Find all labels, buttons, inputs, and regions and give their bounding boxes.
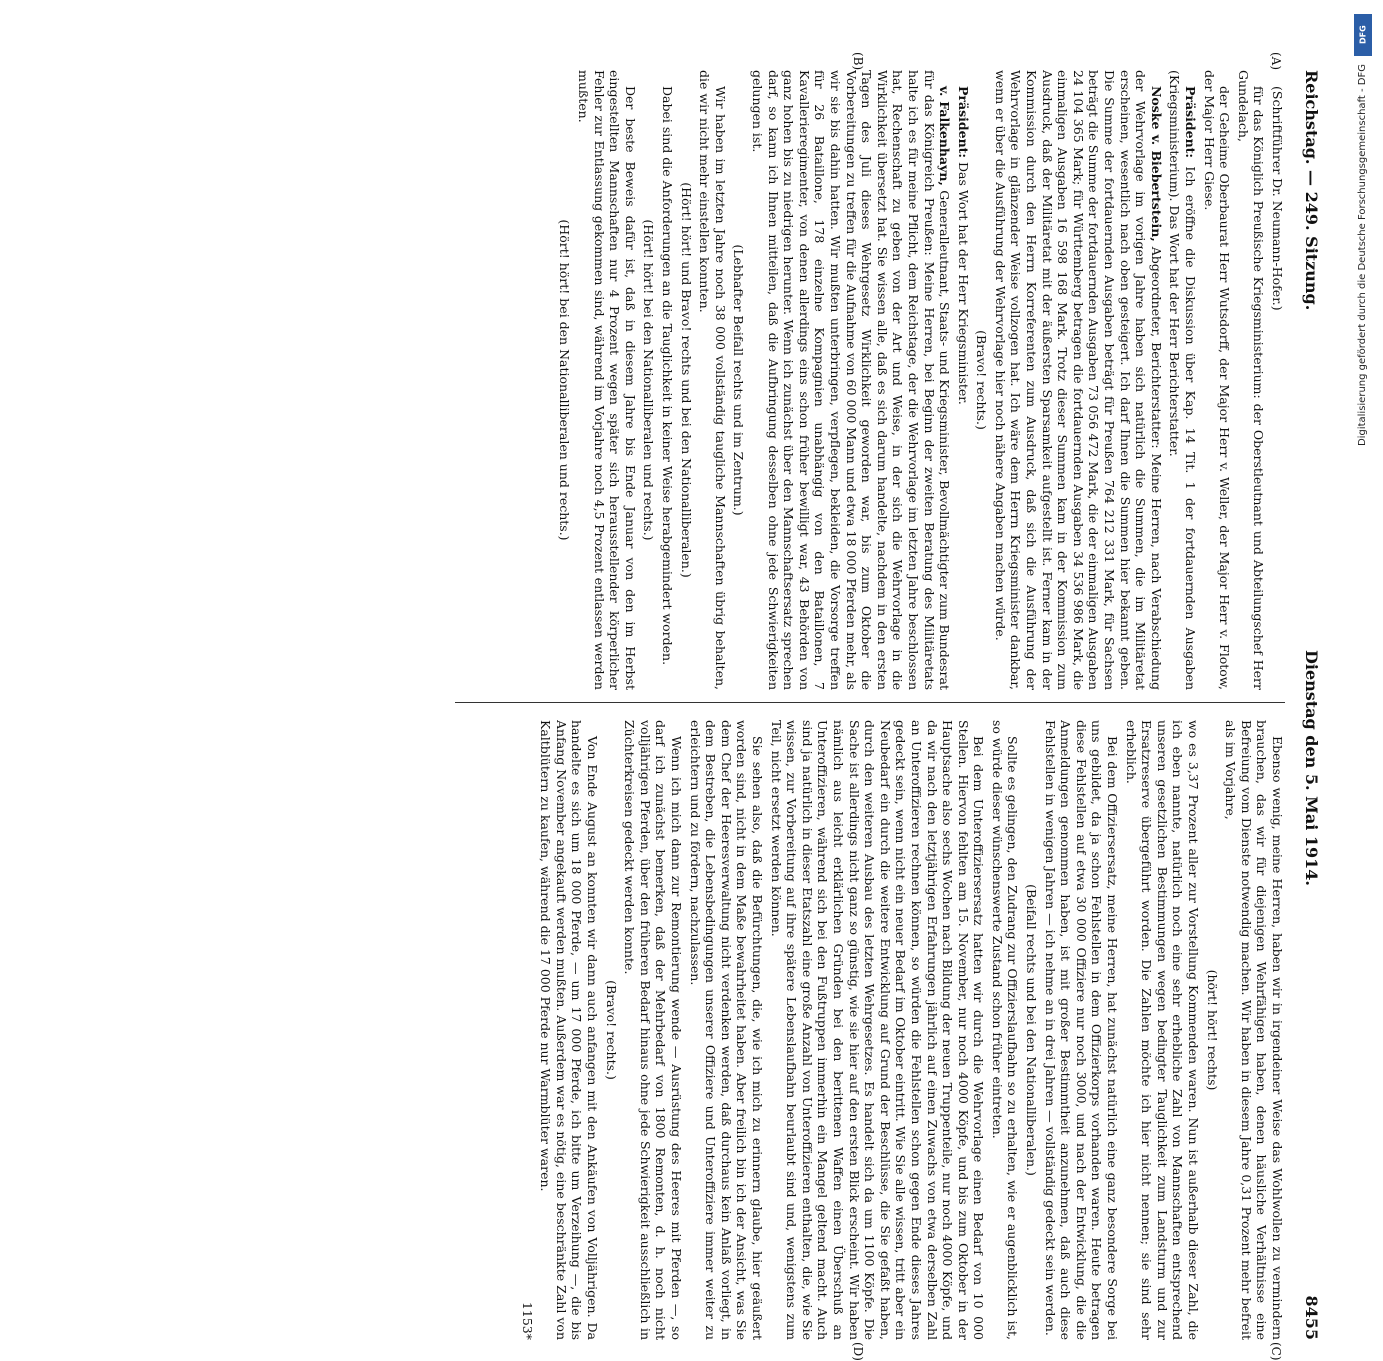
interjection: (Bravo! rechts.) (603, 980, 619, 1080)
left-column (455, 70, 1285, 690)
speech-text: Generalleutnant, Staats- und Kriegsminister, Bevollmächtigter zum Bundesrat für das Königreich Preußen: Meine Herren, bei Beginn der zweiten Beratung des Militäretats halte ich es für meine Pflicht, dem Reichstage, der die Wehrvorlage im letzten Jahre beschlossen hat, Rechenschaft zu geben von der Art und Weise, in der sich die Wehrvorlage in die Wirklichkeit übersetzt hat. Sie wissen alle, daß es sich darum handelte, nachdem in den ersten Tagen des Juli dieses Wehrgesetz Wirklichkeit geworden war, bis zum Oktober die Vorbereitungen zu treffen für die Aufnahme von 60 000 Mann und etwa 18 000 Pferden mehr, als wir sie bis dahin hatten. Wir mußten unterbringen, verpflegen, bekleiden, die Vorsorge treffen für 26 Bataillone, 178 einzelne Kompagnien unabhängig von den Bataillonen, 7 Kavallerieregimenter, von denen allerdings eins schon früher bewilligt war, 43 Behörden von ganz hohen bis zu niedrigen herunter. Wenn ich zunächst über den Mannschaftsersatz sprechen darf, so kann ich Ihnen mitteilen, daß die Aufbringung desselben ohne jede Schwierigkeiten gelungen ist. (750, 70, 953, 690)
paragraph: Bei dem Offiziersersatz, meine Herren, hat zunächst natürlich eine ganz besondere Sorge bei uns gebildet, da ja schon Fehlstellen in dem Offizierkorps vorhanden waren. Heute betragen diese Fehlstellen auf etwa 30 000 Offiziere nur noch 3000, und nach der Entwicklung, die die Anmeldungen genommen haben, ist mit großer Bestimmtheit anzunehmen, daß auch diese Fehlstellen in wenigen Jahren — ich nehme an in drei Jahren — vollständig gedeckt sein werden. (1042, 720, 1121, 1340)
interjection: (Hört! hört! bei den Nationalliberalen und rechts.) (641, 219, 657, 541)
paragraph: wo es 3,37 Prozent aller zur Vorstellung Kommenden waren. Nun ist außerhalb dieser Zahl, die ich eben nannte, natürlich noch eine sehr erhebliche Zahl von Mannschaften entsprechend unseren gesetzlichen Bestimmungen wegen bedingter Tauglichkeit zum Landsturm und zur Ersatzreserve übergeführt worden. Die Zahlen möchte ich hier nicht nennen; sie sind sehr erheblich. (1123, 720, 1202, 1340)
paragraph: Wir haben im letzten Jahre noch 38 000 vollständig taugliche Mannschaften übrig behalten, die wir nicht mehr einstellen konnten. (697, 70, 728, 690)
paragraph (749, 70, 952, 690)
paragraph (955, 70, 971, 690)
speaker-name: Präsident: (1183, 86, 1199, 159)
right-column (455, 720, 1285, 1340)
header-date: Dienstag den 5. Mai 1914. (1302, 650, 1321, 886)
speaker-name: Präsident: (955, 86, 971, 159)
paragraph: Sie sehen also, daß die Befürchtungen, die, wie ich mich zu erinnern glaube, hier geäußert worden sind, nicht in dem Maße bewahrheitet haben. Aber freilich bin ich der Ansicht, was Sie dem Chef der Heeresverwaltung nicht verdenken werden, daß durchaus kein Anlaß vorliegt, in dem Bestreben, die Lebensbedingungen unserer Offiziere und Unteroffiziere immer weiter zu erleichtern und zu fördern, nachzulassen. (687, 720, 765, 1340)
paragraph: Sollte es gelingen, den Zudrang zur Offizierslaufbahn so zu erhalten, wie er augenblicklich ist, so würde dieser wünschenswerte Zustand schon früher eintreten. (989, 720, 1021, 1340)
speech-text: Das Wort hat der Herr Kriegsminister. (955, 158, 971, 405)
interjection: (Bravo! rechts.) (974, 330, 990, 430)
paragraph: Dabei sind die Anforderungen an die Tauglichkeit in keiner Weise herabgemindert worden. (660, 86, 676, 666)
paragraph (992, 70, 1164, 690)
speech-text: Ich eröffne die Diskussion über Kap. 14 Tit. 1 der fortdauernden Ausgaben (Kriegsministerium). Das Wort hat der Herr Berichterstatter. (1167, 70, 1199, 690)
rotated-page (25, 52, 1325, 1361)
header-page-number: 8455 (1302, 1295, 1321, 1340)
interjection: (Hört! hört! bei den Nationalliberalen und rechts.) (557, 219, 573, 541)
paragraph: Von Ende August an konnten wir dann auch anfangen mit den Ankäufen von Volljährigen. Da handelte es sich um 18 000 Pferde, — um 17 000 Pferde, ich bitte um Verzeihung —, die bis Anfang November angekauft werden mußten. Außerdem war es nötig, eine beschränkte Zahl von Kaltblütern zu kaufen, während die 17 000 Pferde nur Warmblüter waren. (538, 720, 601, 1340)
digitization-note: Digitalisierung gefördert durch die Deutsche Forschungsgemeinschaft - DFG (1357, 64, 1368, 447)
column-divider (455, 702, 1285, 703)
text-columns (455, 52, 1285, 1361)
paragraph: Ebenso wenig, meine Herren, haben wir in irgendeiner Weise das Wohlwollen zu vermindern brauchen, das wir für diejenigen Wehrfähigen haben, denen häusliche Verhältnisse eine Befreiung vom Dienste notwendig machen. Wir haben in diesem Jahre 0,31 Prozent mehr befreit als im Vorjahre, (1223, 720, 1285, 1340)
speech-text: Abgeordneter, Berichterstatter: Meine Herren, nach Verabschiedung der Wehrvorlage im vorigen Jahre haben sich natürlich die Summen, die im Militäretat erscheinen, wesentlich nach oben gesteigert. Ich darf Ihnen die Summen hier bekannt geben. Die Summe der fortdauernden Ausgaben beträgt für Preußen 764 212 331 Mark, für Sachsen beträgt die Summe der fortdauernden Ausgaben 73 056 472 Mark, die der einmaligen Ausgaben 24 104 365 Mark; für Württemberg betragen die fortdauernden Ausgaben 34 536 986 Mark, die einmaligen Ausgaben 16 598 168 Mark. Trotz dieser Summen kam in der Kommission zum Ausdruck, daß der Militäretat mit der äußersten Sparsamkeit aufgestellt ist. Ferner kam in der Kommission durch den Herrn Korreferenten zum Ausdruck, daß sich die Ausführung der Wehrvorlage in glänzender Weise vollzogen hat. Ich wäre dem Herrn Kriegsminister dankbar, wenn er über die Ausführung der Wehrvorlage hier noch nähere Angaben machen würde. (992, 70, 1164, 690)
page-mark: 1153* (519, 1301, 535, 1340)
paragraph: Bei dem Unteroffiziersersatz hatten wir durch die Wehrvorlage einen Bedarf von 10 000 Stellen. Hiervon fehlten am 15. November, nur noch 4000 Köpfe, und bis zum Oktober in der Hauptsache also sechs Wochen nach Bildung der neuen Truppenteile, nur noch 4000 Köpfe, und da wir nach den letztjährigen Erfahrungen jährlich auf einen Zuwachs von etwa derselben Zahl an Unteroffizieren rechnen können, so würden die Fehlstellen schon gegen Ende dieses Jahres gedeckt sein, wenn nicht ein neuer Bedarf im Oktober eintritt. Wie Sie alle wissen, tritt aber ein Neubedarf ein durch die weitere Entwicklung auf Grund der Beschlüsse, die Sie gefaßt haben, durch den weiteren Ausbau des letzten Wehrgesetzes. Es handelt sich da um 1100 Köpfe. Die Sache ist allerdings nicht ganz so günstig, wie sie hier auf den ersten Blick erscheint. Wir haben nämlich aus leicht erklärlichen Gründen bei den berittenen Waffen einen Überschuß an Unteroffizieren, während sich bei den Fußtruppen immerhin ein Mangel geltend macht. Auch sind ja natürlich in dieser Etatszahl eine große Anzahl von Unteroffizieren enthalten, die, wie Sie wissen, zur Vorbereitung auf ihre spätere Lebenslaufbahn beurlaubt sind und, wenigstens zum Teil, nicht ersetzt werden können. (768, 720, 987, 1340)
page-header (1291, 60, 1325, 1360)
interjection: (hört! hört! rechts) (1204, 969, 1220, 1091)
paragraph: der Geheime Oberbaurat Herr Wutsdorff, der Major Herr v. Weller, der Major Herr v. Flotow, der Major Herr Giese. (1201, 70, 1233, 690)
speaker-name: Noske v. Biebertstein, (1148, 86, 1164, 242)
speaker-name: v. Falkenhayn, (937, 86, 953, 186)
margin-letter-d: (D) (851, 1342, 865, 1361)
digitization-sidebar (1347, 8, 1381, 998)
dfg-logo: DFG (1354, 14, 1372, 56)
margin-letter-b: (B) (851, 52, 865, 71)
header-left: Reichstag. — 249. Sitzung. (1302, 70, 1321, 311)
paragraph: Wenn ich mich dann zur Remontierung wende — Ausrüstung des Heeres mit Pferden —, so darf ich zunächst bemerken, daß der Mehrbedarf von 1800 Remonten, d. h. noch nicht volljährigen Pferden, über den früheren Bedarf hinaus ohne jede Schwierigkeit ausschließlich in Züchterkreisen gedeckt werden konnte. (622, 720, 685, 1340)
paragraph: (Schriftführer Dr. Neumann-Hofer.) (1270, 86, 1285, 311)
interjection: (Hört! hört! und Bravo! rechts und bei den Nationalliberalen.) (678, 182, 694, 578)
interjection: (Lebhafter Beifall rechts und im Zentrum.) (731, 244, 747, 516)
paragraph: Der beste Beweis dafür ist, daß in diesem Jahre bis Ende Januar von den im Herbst eingestellten Mannschaften nur 4 Prozent wegen später sich herausstellender körperlicher Fehler zur Entlassung gekommen sind, während im Vorjahre noch 4,5 Prozent entlassen werden mußten. (576, 70, 638, 690)
paragraph: für das Königlich Preußische Kriegsministerium: der Oberstleutnant und Abteilungschef Herr Gundelach, (1235, 70, 1267, 690)
margin-letter-c: (C) (1269, 1342, 1283, 1361)
paragraph (1167, 70, 1198, 690)
interjection: (Beifall rechts und bei den Nationalliberalen.) (1024, 884, 1040, 1176)
margin-letter-a: (A) (1269, 52, 1283, 71)
